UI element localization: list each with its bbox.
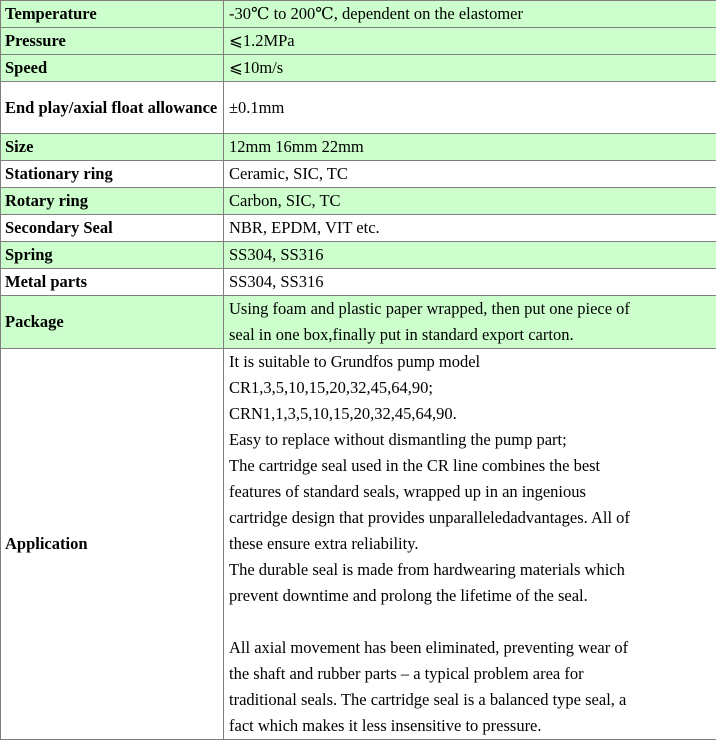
table-row-application xyxy=(1,349,716,740)
row-value: -30℃ to 200℃, dependent on the elastomer xyxy=(224,1,716,28)
row-value: Ceramic, SIC, TC xyxy=(224,161,716,188)
row-value: ⩽10m/s xyxy=(224,55,716,82)
application-line: the shaft and rubber parts – a typical problem area for xyxy=(229,661,712,687)
row-value xyxy=(224,296,716,349)
row-value: ⩽1.2MPa xyxy=(224,28,716,55)
application-line: fact which makes it less insensitive to pressure. xyxy=(229,713,712,739)
table-row-speed xyxy=(1,55,716,82)
package-line: Using foam and plastic paper wrapped, then put one piece of xyxy=(229,296,712,322)
row-label: Temperature xyxy=(1,1,224,28)
application-line: these ensure extra reliability. xyxy=(229,531,712,557)
row-value: SS304, SS316 xyxy=(224,242,716,269)
table-row-package xyxy=(1,296,716,349)
application-line: features of standard seals, wrapped up in an ingenious xyxy=(229,479,712,505)
row-value: SS304, SS316 xyxy=(224,269,716,296)
table-row-metal-parts xyxy=(1,269,716,296)
row-label: Stationary ring xyxy=(1,161,224,188)
application-line: All axial movement has been eliminated, preventing wear of xyxy=(229,635,712,661)
row-label: Size xyxy=(1,134,224,161)
row-label: End play/axial float allowance xyxy=(1,82,224,134)
row-label: Speed xyxy=(1,55,224,82)
table-row-pressure xyxy=(1,28,716,55)
table-row-stationary-ring xyxy=(1,161,716,188)
row-value xyxy=(224,349,716,740)
application-line: It is suitable to Grundfos pump model xyxy=(229,349,712,375)
table-row-secondary-seal xyxy=(1,215,716,242)
application-line: Easy to replace without dismantling the pump part; xyxy=(229,427,712,453)
table-row-rotary-ring xyxy=(1,188,716,215)
row-label: Metal parts xyxy=(1,269,224,296)
row-label: Spring xyxy=(1,242,224,269)
application-line: CR1,3,5,10,15,20,32,45,64,90; xyxy=(229,375,712,401)
row-value: 12mm 16mm 22mm xyxy=(224,134,716,161)
row-label: Package xyxy=(1,296,224,349)
row-label: Secondary Seal xyxy=(1,215,224,242)
row-value: NBR, EPDM, VIT etc. xyxy=(224,215,716,242)
application-line: The durable seal is made from hardwearing materials which xyxy=(229,557,712,583)
application-line: CRN1,1,3,5,10,15,20,32,45,64,90. xyxy=(229,401,712,427)
table-row-size xyxy=(1,134,716,161)
row-label: Pressure xyxy=(1,28,224,55)
application-line: cartridge design that provides unparalleledadvantages. All of xyxy=(229,505,712,531)
row-label: Application xyxy=(1,349,224,740)
row-value: ±0.1mm xyxy=(224,82,716,134)
table-row-temperature xyxy=(1,1,716,28)
application-line: prevent downtime and prolong the lifetime of the seal. xyxy=(229,583,712,609)
package-line: seal in one box,finally put in standard export carton. xyxy=(229,322,712,348)
application-blank-line xyxy=(229,609,712,635)
table-row-end-play xyxy=(1,82,716,134)
application-line: traditional seals. The cartridge seal is a balanced type seal, a xyxy=(229,687,712,713)
application-line: The cartridge seal used in the CR line combines the best xyxy=(229,453,712,479)
table-row-spring xyxy=(1,242,716,269)
row-value: Carbon, SIC, TC xyxy=(224,188,716,215)
row-label: Rotary ring xyxy=(1,188,224,215)
